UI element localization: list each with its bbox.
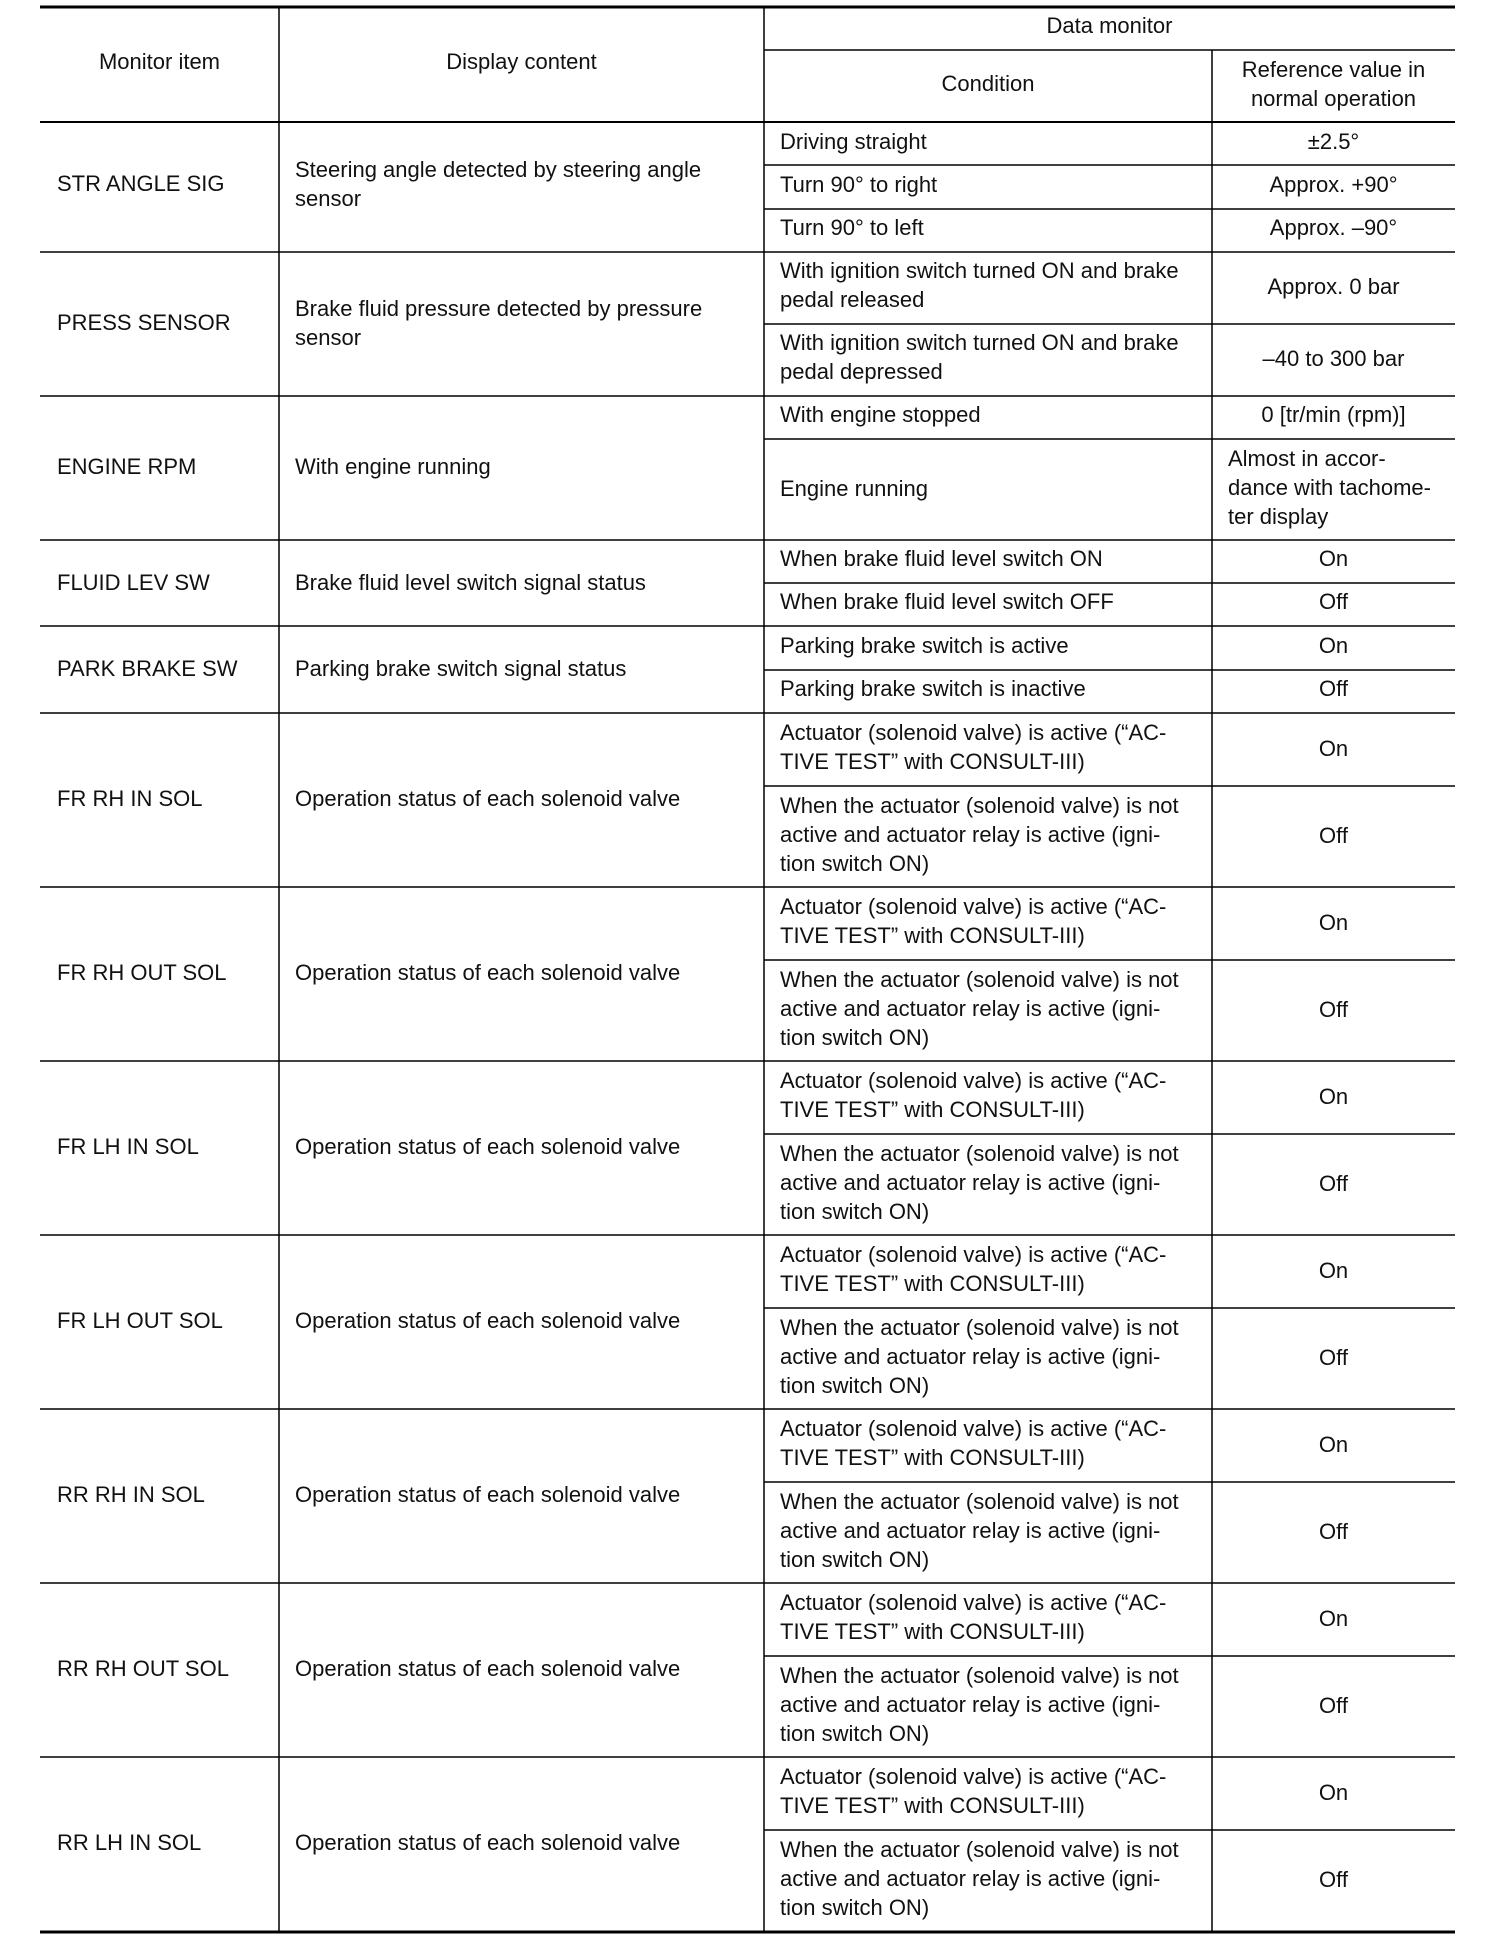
condition-text: tion switch ON)	[780, 1895, 930, 1920]
display-content: Operation status of each solenoid valve	[295, 1482, 681, 1507]
reference-value: ter display	[1228, 504, 1329, 529]
condition-text: TIVE TEST” with CONSULT-III)	[780, 1619, 1085, 1644]
condition-text: TIVE TEST” with CONSULT-III)	[780, 923, 1085, 948]
condition-text: Parking brake switch is inactive	[780, 676, 1086, 701]
condition-text: active and actuator relay is active (igni-	[780, 1344, 1161, 1369]
condition-text: When brake fluid level switch OFF	[780, 589, 1114, 614]
header-reference-value-line2: normal operation	[1250, 86, 1417, 111]
reference-value: Off	[1319, 823, 1348, 848]
condition-text: tion switch ON)	[780, 1373, 930, 1398]
condition-text: With ignition switch turned ON and brake	[780, 330, 1179, 355]
display-content: Operation status of each solenoid valve	[295, 1308, 681, 1333]
reference-value: On	[1318, 633, 1349, 658]
monitor-item-rr-rh-in-sol: RR RH IN SOL	[57, 1482, 205, 1507]
condition-text: When the actuator (solenoid valve) is not	[780, 1663, 1179, 1688]
reference-value: 0 [tr/min (rpm)]	[1261, 402, 1406, 427]
header-reference-value: Reference value in	[1241, 57, 1426, 82]
reference-value: Off	[1319, 676, 1348, 701]
reference-value: Off	[1319, 1519, 1348, 1544]
reference-value: Off	[1319, 1345, 1348, 1370]
condition-text: When the actuator (solenoid valve) is not	[780, 1141, 1179, 1166]
display-content: Operation status of each solenoid valve	[295, 786, 681, 811]
reference-value: On	[1318, 546, 1349, 571]
reference-value: On	[1318, 736, 1349, 761]
condition-text: When the actuator (solenoid valve) is not	[780, 1315, 1179, 1340]
display-content: sensor	[295, 325, 362, 350]
condition-text: With ignition switch turned ON and brake	[780, 258, 1179, 283]
condition-text: Actuator (solenoid valve) is active (“AC-	[780, 1068, 1167, 1093]
reference-value: Off	[1319, 1867, 1348, 1892]
condition-text: active and actuator relay is active (igni-	[780, 996, 1161, 1021]
monitor-item-fluid-lev-sw: FLUID LEV SW	[57, 570, 210, 595]
reference-value: Approx. 0 bar	[1267, 274, 1400, 299]
condition-text: Actuator (solenoid valve) is active (“AC-	[780, 1416, 1167, 1441]
condition-text: TIVE TEST” with CONSULT-III)	[780, 1271, 1085, 1296]
reference-value: On	[1318, 1606, 1349, 1631]
condition-text: When the actuator (solenoid valve) is not	[780, 1489, 1179, 1514]
monitor-item-press-sensor: PRESS SENSOR	[57, 310, 231, 335]
condition-text: tion switch ON)	[780, 851, 930, 876]
reference-value: On	[1318, 1258, 1349, 1283]
reference-value: On	[1318, 1084, 1349, 1109]
monitor-item-park-brake-sw: PARK BRAKE SW	[57, 656, 238, 681]
reference-value: Almost in accor-	[1228, 446, 1386, 471]
condition-text: tion switch ON)	[780, 1199, 930, 1224]
condition-text: When brake fluid level switch ON	[780, 546, 1103, 571]
condition-text: tion switch ON)	[780, 1025, 930, 1050]
condition-text: Actuator (solenoid valve) is active (“AC-	[780, 894, 1167, 919]
condition-text: active and actuator relay is active (igni-	[780, 1518, 1161, 1543]
header-display-content: Display content	[446, 49, 597, 74]
condition-text: tion switch ON)	[780, 1547, 930, 1572]
condition-text: active and actuator relay is active (igni-	[780, 1692, 1161, 1717]
condition-text: TIVE TEST” with CONSULT-III)	[780, 1793, 1085, 1818]
condition-text: pedal released	[780, 287, 925, 312]
header-condition: Condition	[941, 71, 1035, 96]
monitor-item-rr-rh-out-sol: RR RH OUT SOL	[57, 1656, 229, 1681]
condition-text: With engine stopped	[780, 402, 981, 427]
monitor-item-engine-rpm: ENGINE RPM	[57, 454, 197, 479]
condition-text: Actuator (solenoid valve) is active (“AC-	[780, 1764, 1167, 1789]
condition-text: pedal depressed	[780, 359, 943, 384]
monitor-item-fr-rh-out-sol: FR RH OUT SOL	[57, 960, 227, 985]
display-content: sensor	[295, 186, 362, 211]
header-data-monitor: Data monitor	[1046, 13, 1173, 38]
condition-text: Turn 90° to right	[780, 172, 938, 197]
condition-text: Turn 90° to left	[780, 215, 924, 240]
display-content: Operation status of each solenoid valve	[295, 1134, 681, 1159]
display-content: Brake fluid level switch signal status	[295, 570, 646, 595]
display-content: Operation status of each solenoid valve	[295, 1830, 681, 1855]
reference-value: –40 to 300 bar	[1262, 346, 1405, 371]
reference-value: ±2.5°	[1307, 129, 1360, 154]
condition-text: Actuator (solenoid valve) is active (“AC-	[780, 1590, 1167, 1615]
reference-value: Off	[1319, 1171, 1348, 1196]
condition-text: Parking brake switch is active	[780, 633, 1069, 658]
condition-text: When the actuator (solenoid valve) is not	[780, 1837, 1179, 1862]
condition-text: TIVE TEST” with CONSULT-III)	[780, 749, 1085, 774]
display-content: With engine running	[295, 454, 491, 479]
display-content: Parking brake switch signal status	[295, 656, 627, 681]
reference-value: Off	[1319, 1693, 1348, 1718]
monitor-item-rr-lh-in-sol: RR LH IN SOL	[57, 1830, 202, 1855]
condition-text: When the actuator (solenoid valve) is not	[780, 967, 1179, 992]
condition-text: active and actuator relay is active (igni-	[780, 822, 1161, 847]
condition-text: TIVE TEST” with CONSULT-III)	[780, 1097, 1085, 1122]
reference-value: Approx. +90°	[1269, 172, 1398, 197]
reference-value: Off	[1319, 589, 1348, 614]
condition-text: tion switch ON)	[780, 1721, 930, 1746]
reference-value: On	[1318, 910, 1349, 935]
condition-text: Actuator (solenoid valve) is active (“AC-	[780, 1242, 1167, 1267]
display-content: Operation status of each solenoid valve	[295, 960, 681, 985]
condition-text: TIVE TEST” with CONSULT-III)	[780, 1445, 1085, 1470]
condition-text: Driving straight	[780, 129, 927, 154]
reference-value: Approx. –90°	[1269, 215, 1398, 240]
monitor-item-fr-rh-in-sol: FR RH IN SOL	[57, 786, 203, 811]
reference-value: dance with tachome-	[1228, 475, 1431, 500]
condition-text: active and actuator relay is active (igni-	[780, 1866, 1161, 1891]
condition-text: Actuator (solenoid valve) is active (“AC-	[780, 720, 1167, 745]
condition-text: When the actuator (solenoid valve) is not	[780, 793, 1179, 818]
condition-text: Engine running	[780, 476, 929, 501]
display-content: Steering angle detected by steering angle	[295, 157, 702, 182]
monitor-item-fr-lh-out-sol: FR LH OUT SOL	[57, 1308, 223, 1333]
display-content: Operation status of each solenoid valve	[295, 1656, 681, 1681]
header-monitor-item: Monitor item	[98, 49, 221, 74]
reference-value: On	[1318, 1780, 1349, 1805]
reference-value: On	[1318, 1432, 1349, 1457]
display-content: Brake fluid pressure detected by pressure	[295, 296, 703, 321]
reference-value: Off	[1319, 997, 1348, 1022]
condition-text: active and actuator relay is active (igni-	[780, 1170, 1161, 1195]
monitor-item-fr-lh-in-sol: FR LH IN SOL	[57, 1134, 199, 1159]
monitor-item-str-angle-sig: STR ANGLE SIG	[57, 171, 225, 196]
